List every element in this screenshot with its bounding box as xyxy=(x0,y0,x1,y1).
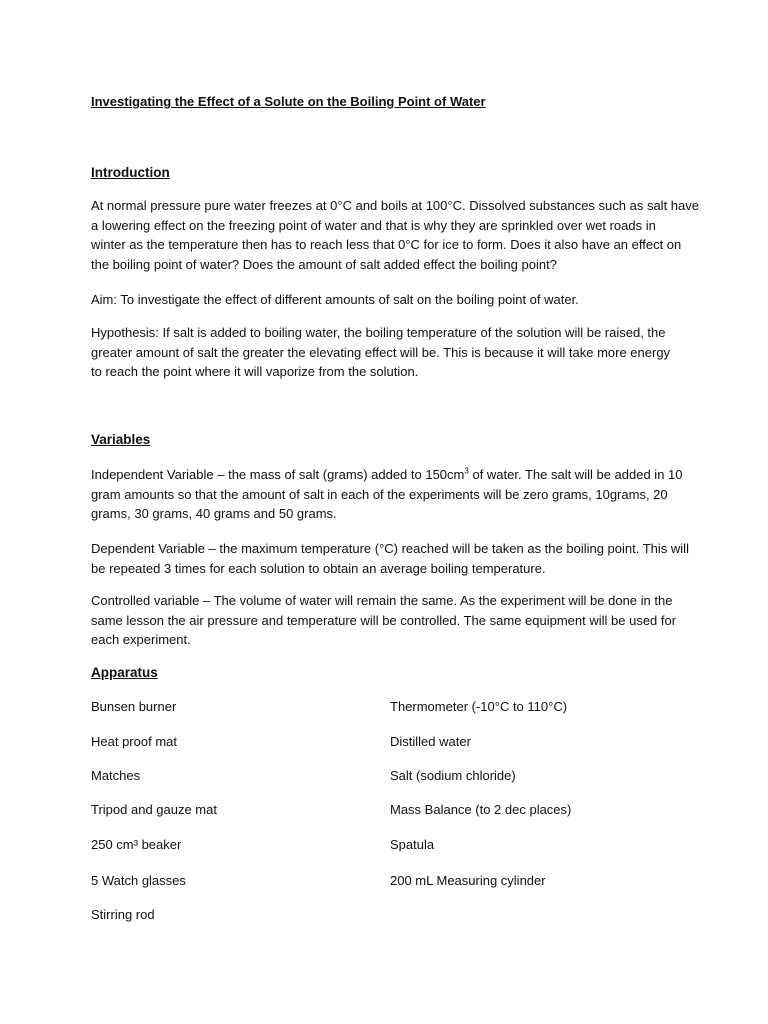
document-title: Investigating the Effect of a Solute on the Boiling Point of Water xyxy=(91,94,486,109)
apparatus-heading: Apparatus xyxy=(91,665,158,680)
independent-variable-line: gram amounts so that the amount of salt in each of the experiments will be zero grams, 10grams, 20 xyxy=(91,486,668,502)
controlled-variable-paragraph xyxy=(91,591,681,650)
apparatus-item: Spatula xyxy=(390,837,435,852)
apparatus-item: Stirring rod xyxy=(91,907,155,922)
apparatus-item: Thermometer (-10°C to 110°C) xyxy=(390,699,568,714)
apparatus-item: Tripod and gauze mat xyxy=(91,802,217,817)
variables-heading: Variables xyxy=(91,432,151,447)
dependent-variable-line: Dependent Variable – the maximum temperature (°C) reached will be taken as the boiling point. This will xyxy=(91,541,689,556)
apparatus-item: 5 Watch glasses xyxy=(91,873,186,888)
introduction-paragraph xyxy=(91,196,699,274)
apparatus-item: Heat proof mat xyxy=(91,734,177,749)
controlled-variable-line: Controlled variable – The volume of water will remain the same. As the experiment will be done in the xyxy=(91,593,673,608)
independent-variable-text: Independent Variable – the mass of salt (grams) added to 150cm xyxy=(91,467,465,482)
apparatus-item: Salt (sodium chloride) xyxy=(390,768,516,783)
hypothesis-line: to reach the point where it will vaporize from the solution. xyxy=(91,364,419,380)
independent-variable-paragraph xyxy=(91,465,681,524)
controlled-variable-line: same lesson the air pressure and temperature will be controlled. The same equipment will be used for xyxy=(91,612,677,628)
introduction-line: At normal pressure pure water freezes at 0°C and boils at 100°C. Dissolved substances such as salt have xyxy=(91,198,699,213)
hypothesis-line: greater amount of salt the greater the elevating effect will be. This is because it will take more energy xyxy=(91,344,671,360)
independent-variable-line: grams, 30 grams, 40 grams and 50 grams. xyxy=(91,506,337,522)
dependent-variable-line: be repeated 3 times for each solution to obtain an average boiling temperature. xyxy=(91,560,546,576)
independent-variable-text: of water. The salt will be added in 10 xyxy=(468,467,683,482)
aim-text: Aim: To investigate the effect of different amounts of salt on the boiling point of water. xyxy=(91,292,579,307)
apparatus-item: Distilled water xyxy=(390,734,471,749)
introduction-heading: Introduction xyxy=(91,165,170,180)
apparatus-item: 200 mL Measuring cylinder xyxy=(390,873,546,888)
introduction-line: winter as the temperature then has to reach less that 0°C for ice to form. Does it also have an effect on xyxy=(91,237,682,253)
aim-paragraph xyxy=(91,290,681,310)
controlled-variable-line: each experiment. xyxy=(91,632,191,648)
hypothesis-paragraph xyxy=(91,323,681,382)
independent-variable-line xyxy=(91,465,681,485)
apparatus-item: Mass Balance (to 2 dec places) xyxy=(390,802,572,817)
superscript-3: 3 xyxy=(464,466,469,476)
introduction-line: the boiling point of water? Does the amount of salt added effect the boiling point? xyxy=(91,256,557,272)
apparatus-item: 250 cm³ beaker xyxy=(91,837,182,852)
hypothesis-line: Hypothesis: If salt is added to boiling water, the boiling temperature of the solution will be raised, the xyxy=(91,325,666,340)
apparatus-item: Matches xyxy=(91,768,141,783)
dependent-variable-paragraph xyxy=(91,539,689,578)
introduction-line: a lowering effect on the freezing point of water and that is why they are sprinkled over wet roads in xyxy=(91,217,656,233)
apparatus-item: Bunsen burner xyxy=(91,699,177,714)
